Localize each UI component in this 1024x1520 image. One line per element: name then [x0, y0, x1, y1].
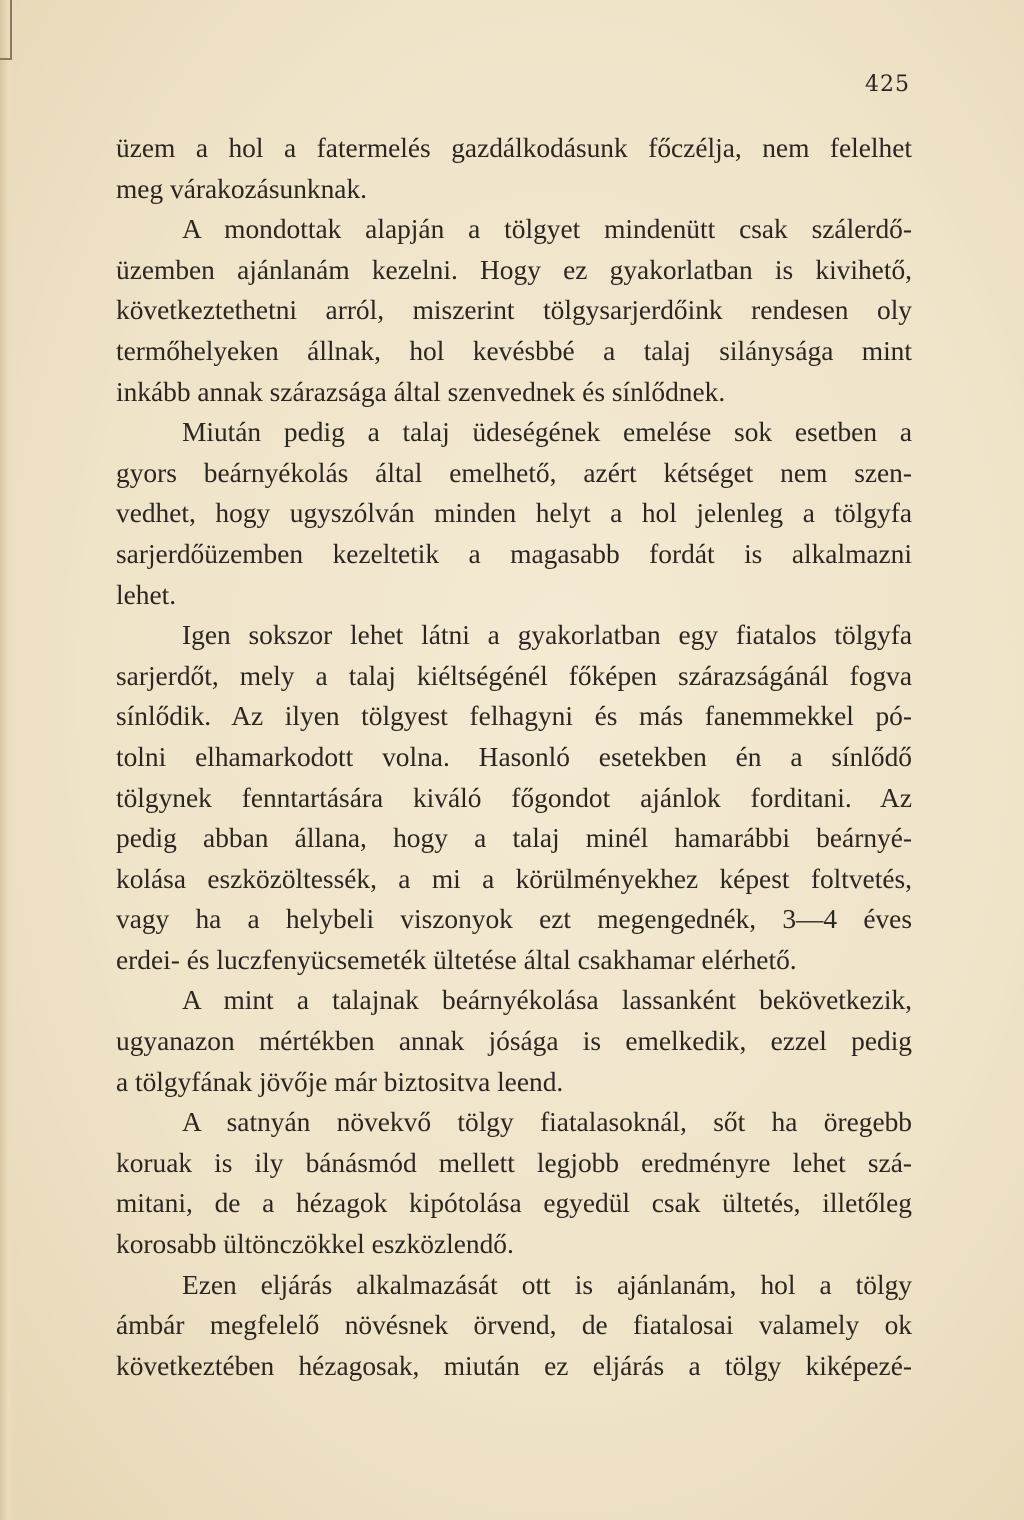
- text-line: gyors beárnyékolás által emelhető, azért kétséget nem szen-: [116, 457, 912, 488]
- text-line: termőhelyeken állnak, hol kevésbbé a talaj silánysága mint: [116, 335, 912, 366]
- text-line: korosabb ültönczökkel eszközlendő.: [116, 1229, 514, 1260]
- text-line: mitani, de a hézagok kipótolása egyedül csak ültetés, illetőleg: [116, 1188, 912, 1219]
- text-line: kolása eszközöltessék, a mi a körülményekhez képest foltvetés,: [116, 863, 912, 894]
- corner-mark: [0, 0, 12, 60]
- text-line: A mint a talajnak beárnyékolása lassanként bekövetkezik,: [182, 985, 912, 1016]
- text-line: tolni elhamarkodott volna. Hasonló esetekben én a sínlődő: [116, 741, 912, 772]
- text-line: a tölgyfának jövője már biztositva leend.: [116, 1066, 564, 1097]
- text-line: vagy ha a helybeli viszonyok ezt megengednék, 3—4 éves: [116, 904, 912, 935]
- text-line: ámbár megfelelő növésnek örvend, de fiatalosai valamely ok: [116, 1310, 912, 1341]
- text-line: üzemben ajánlanám kezelni. Hogy ez gyakorlatban is kivihető,: [116, 254, 912, 285]
- text-line: A mondottak alapján a tölgyet mindenütt csak szálerdő-: [182, 214, 912, 245]
- body-text: [116, 128, 912, 1386]
- text-line: sarjerdőt, mely a talaj kiéltségénél főképen szárazságánál fogva: [116, 660, 912, 691]
- page-number: 425: [865, 72, 910, 97]
- text-line: pedig abban állana, hogy a talaj minél hamarábbi beárnyé-: [116, 823, 912, 854]
- paragraph-2: [116, 209, 912, 412]
- paragraph-5: [116, 980, 912, 1102]
- text-line: tölgynek fenntartására kiváló főgondot ajánlok forditani. Az: [116, 782, 912, 813]
- paragraph-3: [116, 412, 912, 615]
- text-line: Ezen eljárás alkalmazását ott is ajánlanám, hol a tölgy: [182, 1269, 912, 1300]
- paragraph-1: [116, 128, 912, 209]
- text-line: A satnyán növekvő tölgy fiatalasoknál, sőt ha öregebb: [182, 1107, 912, 1138]
- text-line: Igen sokszor lehet látni a gyakorlatban egy fiatalos tölgyfa: [182, 620, 912, 651]
- text-line: lehet.: [116, 579, 177, 610]
- text-line: erdei- és luczfenyücsemeték ültetése által csakhamar elérhető.: [116, 944, 797, 975]
- text-line: üzem a hol a fatermelés gazdálkodásunk főczélja, nem felelhet: [116, 133, 912, 163]
- text-line: koruak is ily bánásmód mellett legjobb eredményre lehet szá-: [116, 1147, 912, 1178]
- text-line: meg várakozásunknak.: [116, 173, 367, 204]
- text-line: inkább annak szárazsága által szenvednek és sínlődnek.: [116, 376, 726, 407]
- paragraph-7: [116, 1265, 912, 1387]
- text-line: sínlődik. Az ilyen tölgyest felhagyni és más fanemmekkel pó-: [116, 701, 912, 732]
- text-line: vedhet, hogy ugyszólván minden helyt a hol jelenleg a tölgyfa: [116, 498, 912, 529]
- text-line: következtében hézagosak, miután ez eljárás a tölgy kiképezé-: [116, 1350, 912, 1381]
- paragraph-6: [116, 1102, 912, 1264]
- text-line: Miután pedig a talaj üdeségének emelése sok esetben a: [182, 417, 912, 448]
- text-line: következtethetni arról, miszerint tölgysarjerdőink rendesen oly: [116, 295, 912, 326]
- text-line: sarjerdőüzemben kezeltetik a magasabb fordát is alkalmazni: [116, 538, 912, 569]
- paragraph-4: [116, 615, 912, 980]
- page-gutter-shadow: [0, 0, 14, 1520]
- text-line: ugyanazon mértékben annak jósága is emelkedik, ezzel pedig: [116, 1026, 912, 1057]
